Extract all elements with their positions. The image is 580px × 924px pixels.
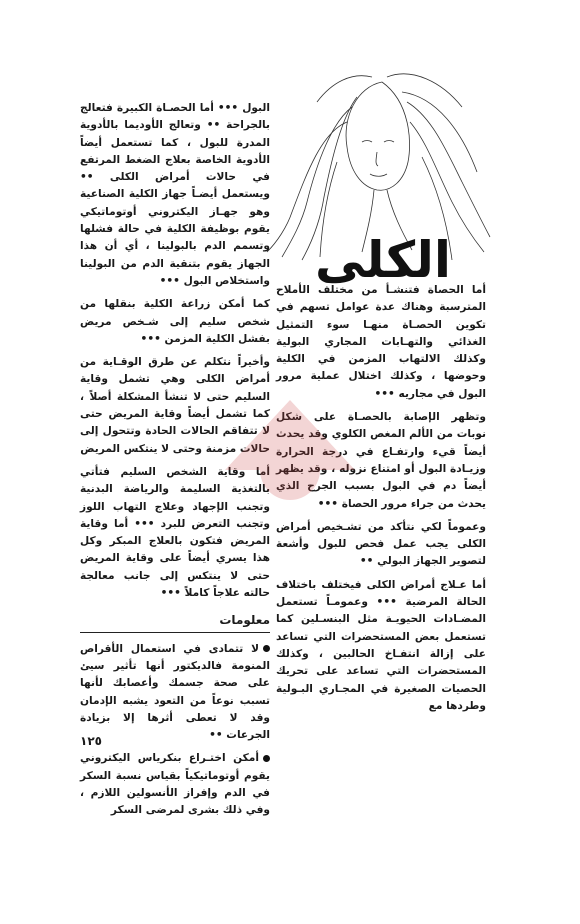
- left-column: [80, 100, 270, 826]
- right-column: [276, 282, 486, 721]
- info-item-text: لا تتمادى في استعمال الأقراص المنومة فالديكتور أنها تأثير سيئ على صحة جسمك وأعصابك لأنها تسبب نوعاً من التعود يشبه الإدمان وقد لا تعطى أثرها إلا بزيادة الجرعات ••: [80, 642, 270, 742]
- paragraph: أما عـلاج أمراض الكلى فيختلف باختلاف الحالة المرضية ••• وعمومـاً تستعمل المضـادات الحيويـة مثل البنسـلين كما تستعمل بعض المستحضرات التي تساعد على إزالة انتفـاخ الحالبين ، وكذلك المستحضرات التي تساعد على تحريك الحصيات الصغيرة في المجـاري البـولية وطردها مع: [276, 578, 486, 712]
- info-item-text: أمكن اختـراع بنكرياس اليكتروني يقوم أوتوماتيكياً بقياس نسبة السكر في الدم وإفراز الأنسولين اللازم ، وفي ذلك بشرى لمرضى السكر: [80, 752, 270, 817]
- paragraph: وأخيراً نتكلم عن طرق الوقـاية من أمراض الكلى وهي تشمل وقاية السليم حتى لا تنشأ المشكلة أصلاً ، كما تشمل أيضاً وقاية المريض حتى لا تتفاقم الحالات الحادة وتتحول إلى حالات مزمنة وحتى لا ينتكس المريض: [80, 356, 270, 455]
- paragraph: كما أمكن زراعة الكلية بنقلها من شخص سليم إلى شـخص مريض بفشل الكلية المزمن •••: [80, 298, 270, 345]
- paragraph: وتظهر الإصابة بالحصـاة على شكل نوبات من الألم المغص الكلوي وقد يحدث أيضاً قيء وارتفـاع في درجة الحرارة وزيـادة البول أو امتناع نزوله ، وقد يظهر أيضاً دم في البول بسبب الجرح الذي يحدث من جراء مرور الحصاة •••: [276, 411, 486, 510]
- paragraph: وعموماً لكي نتأكد من تشـخيص أمراض الكلى يجب عمل فحص للبول وأشعة لتصوير الجهاز البولي ••: [276, 520, 486, 568]
- bullet-icon: [263, 755, 270, 762]
- info-item: [80, 750, 270, 819]
- page-number: ١٢٥: [80, 734, 102, 748]
- paragraph: أما وقاية الشخص السليم فتأتي بالتغذية السليمة والرياضة البدنية وتجنب الإجهاد وعلاج التهاب اللوز وتجنب التعرض للبرد ••• أما وقاية المريض فتكون بالعلاج المبكر وكل هذا يسري أيضاً على وقاية المريض حتى لا ينتكس إلى جانب معالجة حالته علاجاً كاملاً •••: [80, 465, 270, 600]
- info-box-title: معلومات: [80, 612, 270, 632]
- paragraph: أما الحصاة فتنشـأ من مختلف الأملاح المترسبة وهناك عدة عوامل تسهم في تكوين الحصـاة منهـا سوء التمثيل الغذائي والتهـابات المجاري البولية وكذلك الالتهاب المزمن في الكلية وحوضها ، وكذلك اختلال عملية مرور البول في مجاريه •••: [276, 284, 486, 400]
- article-title: الكلى: [315, 231, 451, 289]
- paragraph: البول ••• أما الحصـاة الكبيرة فتعالج بالجراحة •• وتعالج الأوديما بالأدوية المدرة للبول ، كما تستعمل أيضاً الأدوية الخاصة بعلاج الضغط المرتفع في حالات أمراض الكلى •• ويستعمل أيضـاً جهاز الكلية الصناعية وهو جهـاز اليكتروني أوتوماتيكي يقوم بوظيفة الكلية في حالة فشلها وتسمم الدم بالبولينا ، أي أن هذا الجهاز يقوم بتنقية الدم من البولينا واستخلاص البول •••: [80, 102, 270, 287]
- bullet-icon: [263, 645, 270, 652]
- info-item: [80, 641, 270, 745]
